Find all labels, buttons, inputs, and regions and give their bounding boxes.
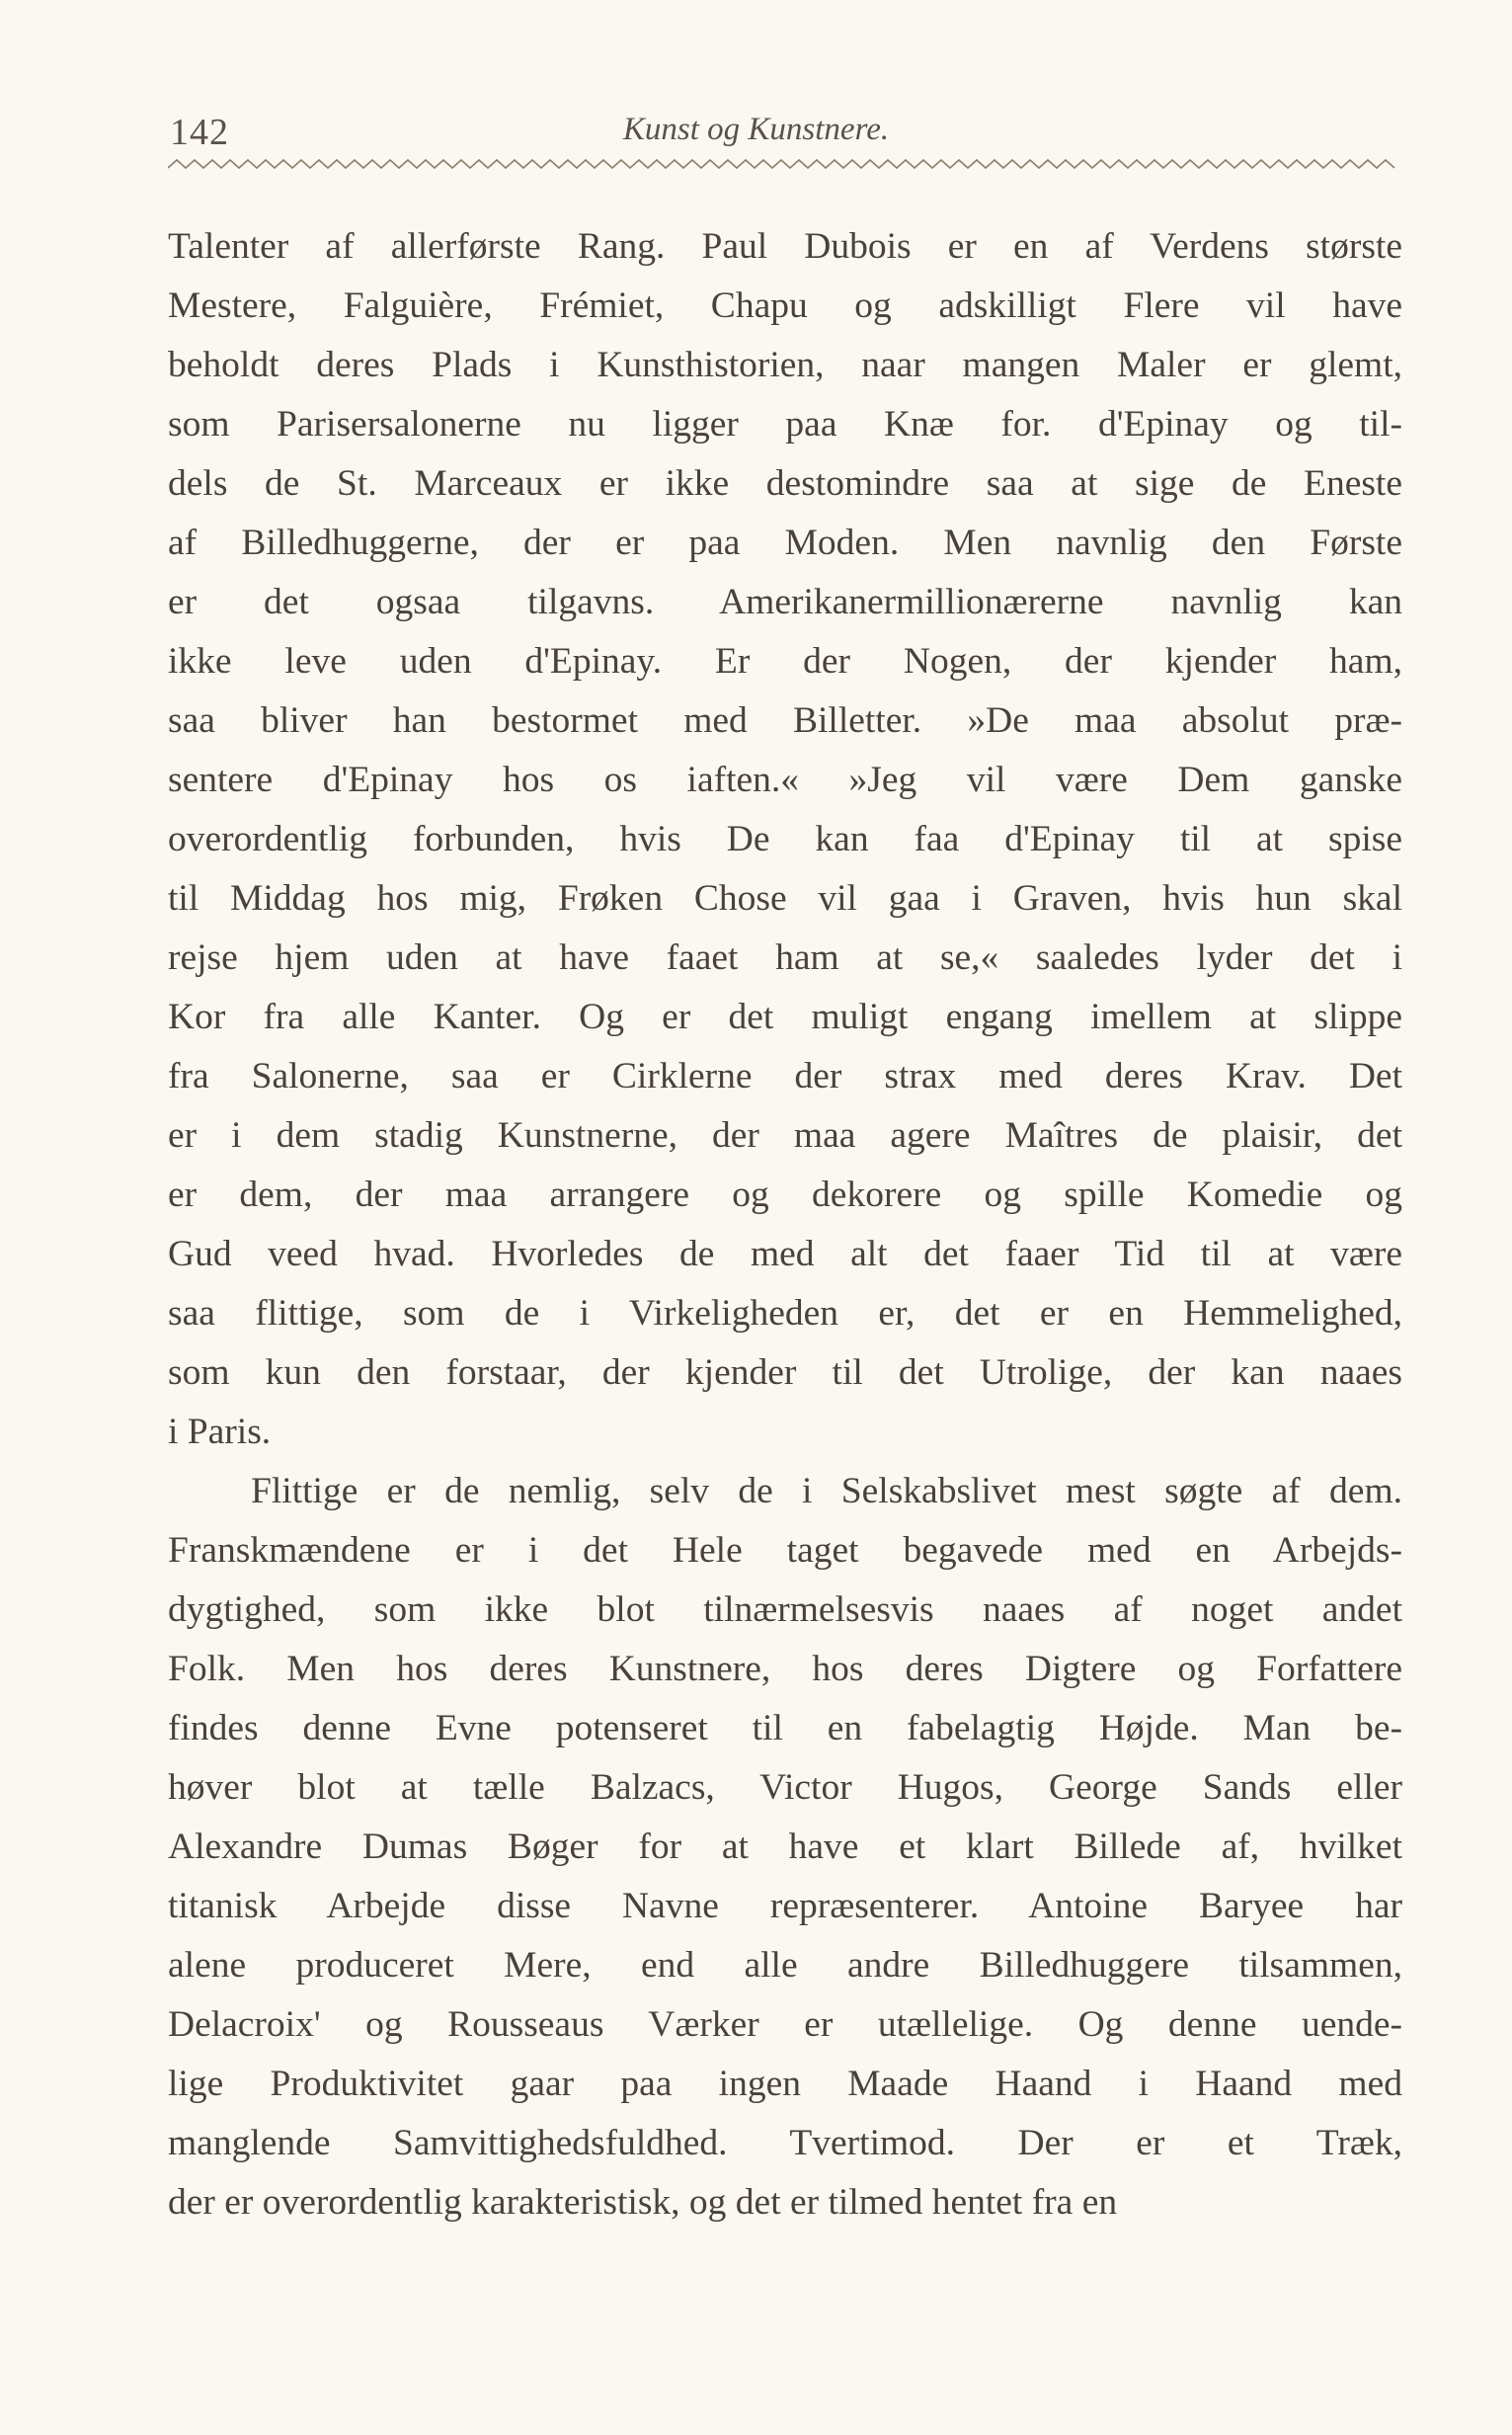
ornamental-rule (168, 156, 1402, 172)
text-line: Franskmændene er i det Hele taget begavede med en Arbejds- (168, 1530, 1402, 1571)
text-line: til Middag hos mig, Frøken Chose vil gaa i Graven, hvis hun skal (168, 878, 1402, 919)
text-line: beholdt deres Plads i Kunsthistorien, naar mangen Maler er glemt, (168, 345, 1402, 385)
text-line: Alexandre Dumas Bøger for at have et klart Billede af, hvilket (168, 1826, 1402, 1867)
text-line: saa bliver han bestormet med Billetter. »De maa absolut præ- (168, 700, 1402, 741)
text-line: dygtighed, som ikke blot tilnærmelsesvis naaes af noget andet (168, 1589, 1402, 1630)
text-line: fra Salonerne, saa er Cirklerne der strax med deres Krav. Det (168, 1056, 1402, 1096)
text-line: Delacroix' og Rousseaus Værker er utællelige. Og denne uende- (168, 2004, 1402, 2045)
text-line: sentere d'Epinay hos os iaften.« »Jeg vil være Dem ganske (168, 760, 1402, 800)
text-line: rejse hjem uden at have faaet ham at se,« saaledes lyder det i (168, 937, 1402, 978)
text-line: overordentlig forbunden, hvis De kan faa d'Epinay til at spise (168, 819, 1402, 859)
body-text (168, 217, 1402, 2232)
text-line: saa flittige, som de i Virkeligheden er, det er en Hemmelighed, (168, 1293, 1402, 1334)
text-line: som Parisersalonerne nu ligger paa Knæ for. d'Epinay og til- (168, 404, 1402, 445)
text-line: ikke leve uden d'Epinay. Er der Nogen, der kjender ham, (168, 641, 1402, 682)
text-line: manglende Samvittighedsfuldhed. Tvertimod. Der er et Træk, (168, 2123, 1402, 2163)
text-line: Gud veed hvad. Hvorledes de med alt det faaer Tid til at være (168, 1234, 1402, 1274)
text-line: af Billedhuggerne, der er paa Moden. Men navnlig den Første (168, 523, 1402, 563)
text-line: er det ogsaa tilgavns. Amerikanermillionærerne navnlig kan (168, 582, 1402, 622)
text-line: Mestere, Falguière, Frémiet, Chapu og adskilligt Flere vil have (168, 285, 1402, 326)
text-line: er i dem stadig Kunstnerne, der maa agere Maîtres de plaisir, det (168, 1115, 1402, 1156)
text-line: Folk. Men hos deres Kunstnere, hos deres Digtere og Forfattere (168, 1649, 1402, 1689)
text-line: som kun den forstaar, der kjender til det Utrolige, der kan naaes (168, 1352, 1402, 1393)
text-line: alene produceret Mere, end alle andre Billedhuggere tilsammen, (168, 1945, 1402, 1986)
text-line: titanisk Arbejde disse Navne repræsenterer. Antoine Baryee har (168, 1886, 1402, 1926)
text-line: lige Produktivitet gaar paa ingen Maade Haand i Haand med (168, 2064, 1402, 2104)
text-line: findes denne Evne potenseret til en fabelagtig Højde. Man be- (168, 1708, 1402, 1748)
running-title: Kunst og Kunstnere. (622, 112, 890, 147)
text-line: Flittige er de nemlig, selv de i Selskabslivet mest søgte af dem. (251, 1471, 1402, 1511)
text-line: Talenter af allerførste Rang. Paul Dubois er en af Verdens største (168, 226, 1402, 267)
text-line: er dem, der maa arrangere og dekorere og spille Komedie og (168, 1175, 1402, 1215)
text-line: dels de St. Marceaux er ikke destomindre saa at sige de Eneste (168, 463, 1402, 504)
text-line: der er overordentlig karakteristisk, og det er tilmed hentet fra en (168, 2182, 1118, 2223)
text-line: høver blot at tælle Balzacs, Victor Hugos, George Sands eller (168, 1767, 1402, 1808)
text-line: i Paris. (168, 1412, 272, 1452)
page-number: 142 (170, 112, 229, 153)
text-line: Kor fra alle Kanter. Og er det muligt engang imellem at slippe (168, 997, 1402, 1037)
